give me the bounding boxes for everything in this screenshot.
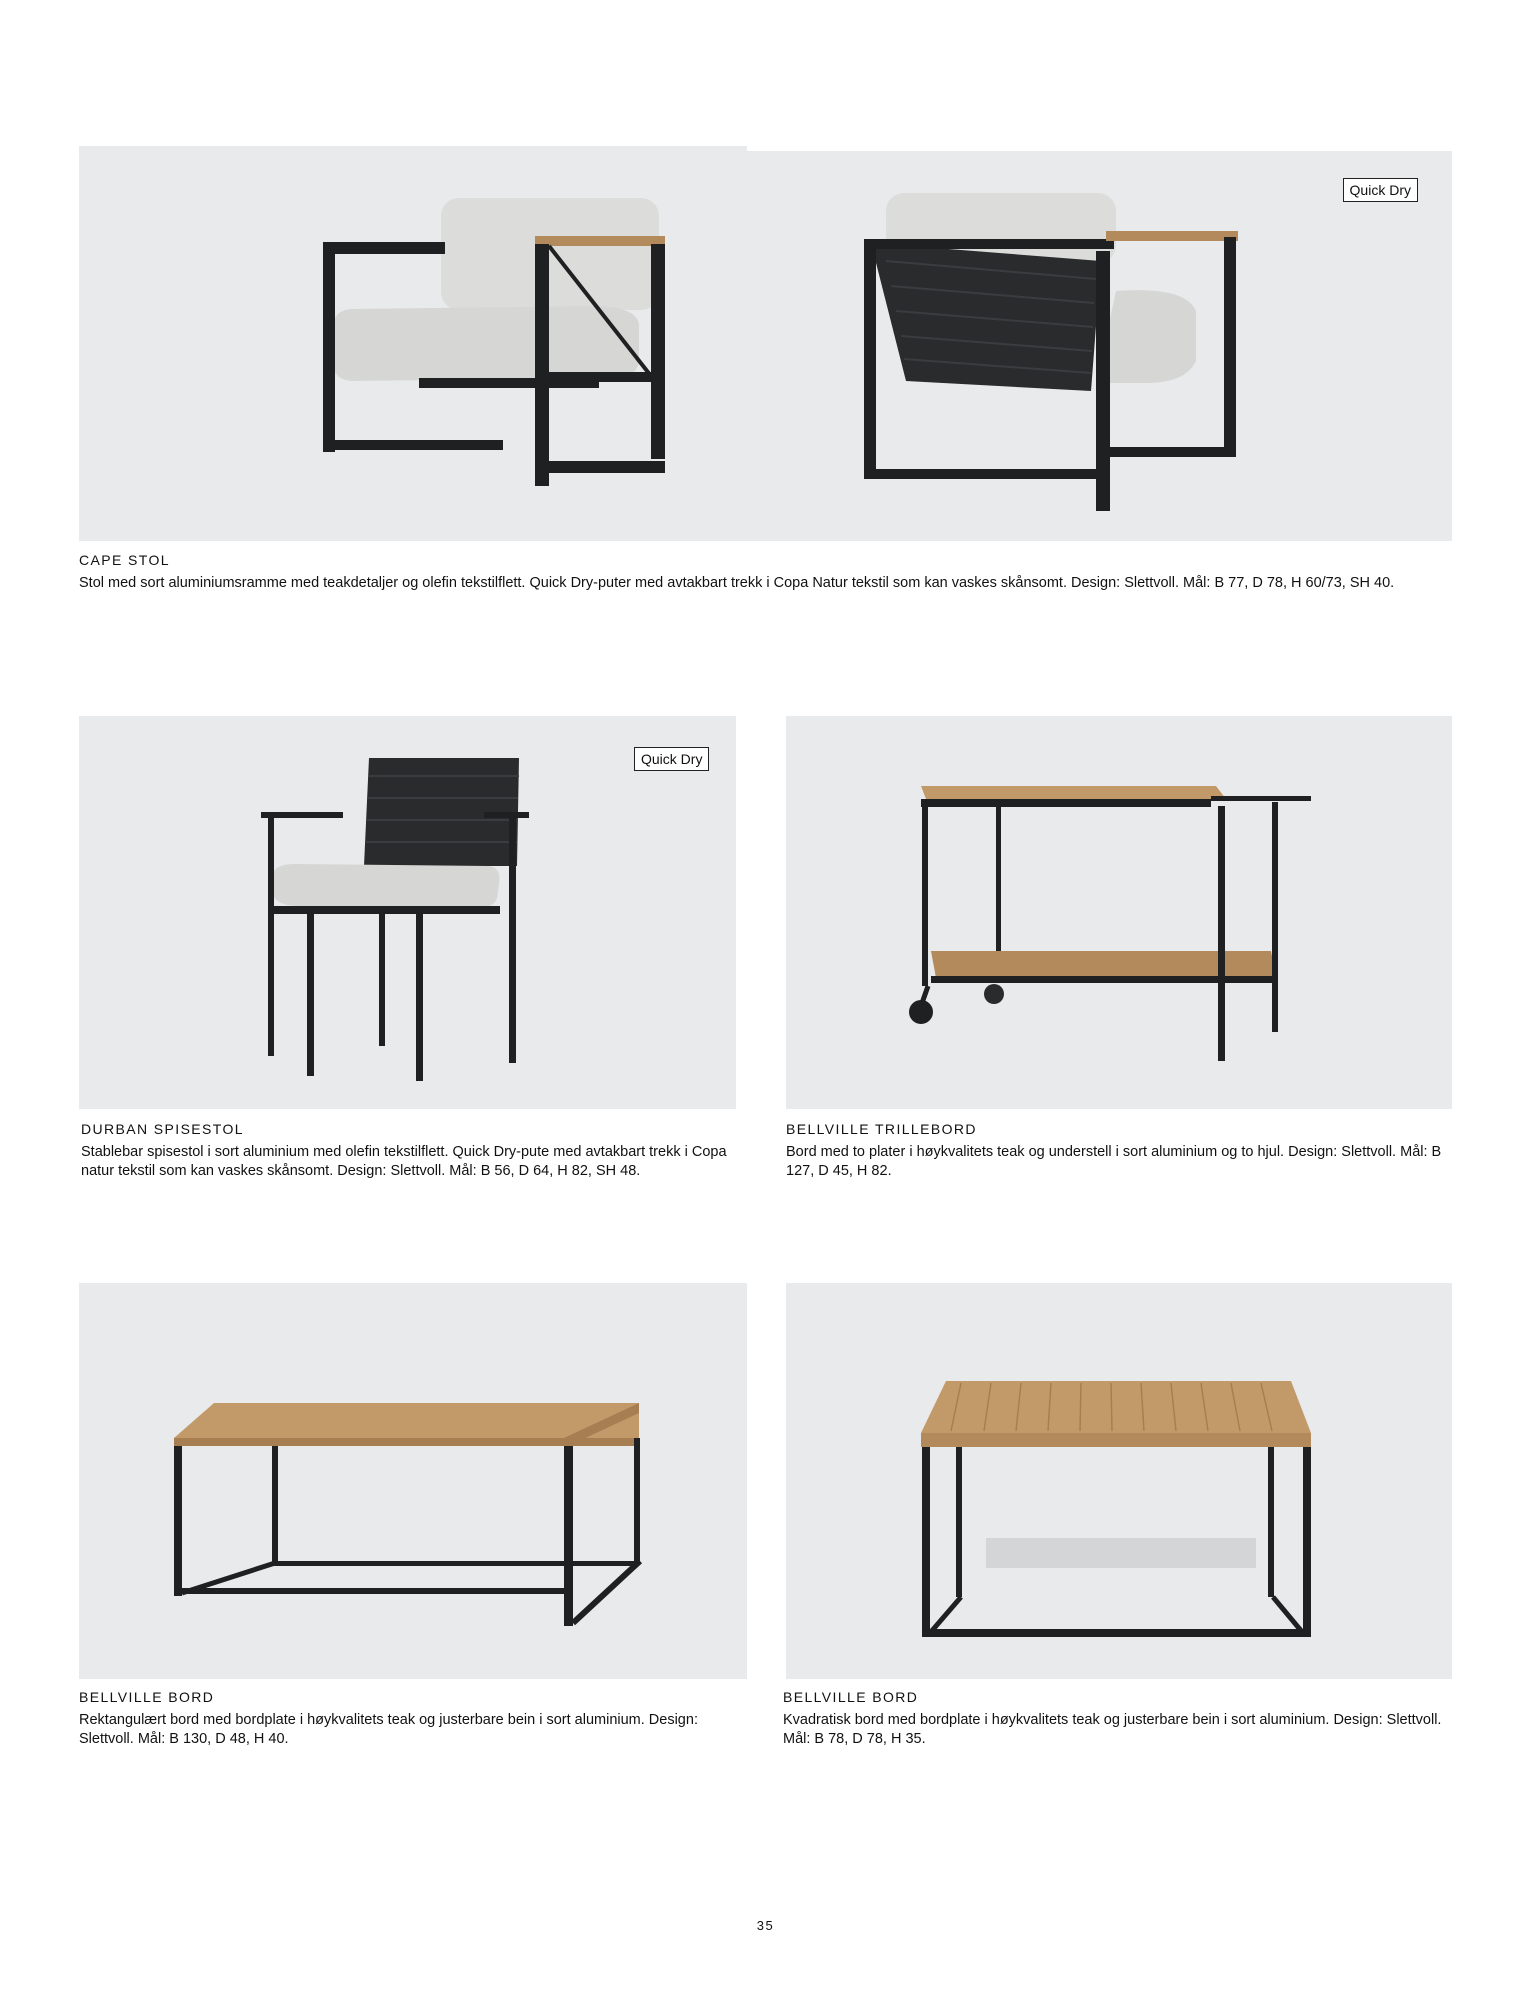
product-name: BELLVILLE BORD (783, 1689, 919, 1705)
cape-stol-front-illustration (79, 146, 747, 541)
bellville-trillebord-illustration (786, 716, 1452, 1109)
bellville-bord-rectangular-photo (79, 1283, 747, 1679)
product-description: Bord med to plater i høykvalitets teak og understell i sort aluminium og to hjul. Design: Slettvoll. Mål: B 127, D 45, H 82. (786, 1144, 1442, 1179)
quick-dry-badge: Quick Dry (1343, 178, 1418, 202)
product-name: DURBAN SPISESTOL (81, 1121, 244, 1137)
product-description: Stol med sort aluminiumsramme med teakdetaljer og olefin tekstilflett. Quick Dry-puter med avtakbart trekk i Copa Natur tekstil som kan vaskes skånsomt. Design: Slettvoll. Mål: B 77, D 78, H 60/73, SH 40. (79, 575, 1395, 591)
quick-dry-badge: Quick Dry (634, 747, 709, 771)
product-description: Stablebar spisestol i sort aluminium med olefin tekstilflett. Quick Dry-pute med avtakbart trekk i Copa natur tekstil som kan vaskes skånsomt. Design: Slettvoll. Mål: B 56, D 64, H 82, SH 48. (81, 1144, 727, 1179)
durban-spisestol-illustration (79, 716, 736, 1109)
product-name: BELLVILLE BORD (79, 1689, 215, 1705)
durban-spisestol-caption (81, 1121, 741, 1181)
product-description: Kvadratisk bord med bordplate i høykvalitets teak og justerbare bein i sort aluminium. Design: Slettvoll. Mål: B 78, D 78, H 35. (783, 1712, 1442, 1747)
cape-stol-photo-front (79, 146, 747, 541)
cape-stol-photo-back (746, 151, 1452, 541)
cape-stol-caption (79, 552, 1419, 593)
bellville-trillebord-photo (786, 716, 1452, 1109)
cape-stol-back-illustration (746, 151, 1452, 541)
page-number: 35 (756, 1918, 775, 1933)
product-name: CAPE STOL (79, 552, 170, 568)
product-description: Rektangulært bord med bordplate i høykvalitets teak og justerbare bein i sort aluminium. Design: Slettvoll. Mål: B 130, D 48, H 40. (79, 1712, 698, 1747)
bellville-bord-square-caption (783, 1689, 1448, 1749)
durban-spisestol-photo (79, 716, 736, 1109)
bellville-bord-rectangular-illustration (79, 1283, 747, 1679)
bellville-bord-square-photo (786, 1283, 1452, 1679)
bellville-trillebord-caption (786, 1121, 1446, 1181)
bellville-bord-square-illustration (786, 1283, 1452, 1679)
bellville-bord-rectangular-caption (79, 1689, 744, 1749)
product-name: BELLVILLE TRILLEBORD (786, 1121, 977, 1137)
